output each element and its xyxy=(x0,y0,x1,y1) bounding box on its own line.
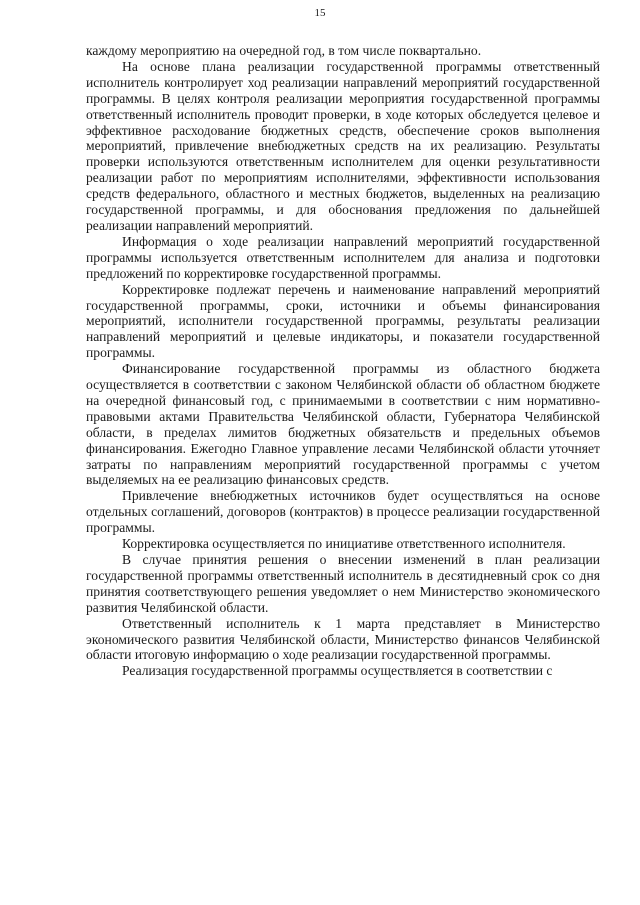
paragraph-adjustment-scope: Корректировке подлежат перечень и наименование направлений мероприятий государственной программы, сроки, источники и объемы финансирования мероприятий, исполнители государственной программы, результаты реализации направлений мероприятий и целевые индикаторы, и показатели государственной программы. xyxy=(86,281,600,361)
document-body xyxy=(86,43,600,679)
paragraph-change-notice: В случае принятия решения о внесении изменений в план реализации государственной программы ответственный исполнитель в десятидневный срок со дня принятия соответствующего решения уведомляет о нем Министерство экономического развития Челябинской области. xyxy=(86,552,600,615)
paragraph-continuation: каждому мероприятию на очередной год, в том числе поквартально. xyxy=(86,43,482,58)
paragraph-annual-report: Ответственный исполнитель к 1 марта представляет в Министерство экономического развития Челябинской области, Министерство финансов Челябинской области итоговую информацию о ходе реализации государственной программы. xyxy=(86,615,600,663)
paragraph-extrabudgetary: Привлечение внебюджетных источников будет осуществляться на основе отдельных соглашений, договоров (контрактов) в процессе реализации государственной программы. xyxy=(86,488,600,536)
paragraph-monitoring: На основе плана реализации государственной программы ответственный исполнитель контролирует ход реализации направлений мероприятий государственной программы. В целях контроля реализации мероприятия государственной программы ответственный исполнитель проводит проверки, в ходе которых обследуется целевое и эффективное расходование бюджетных средств, обеспечение сроков выполнения мероприятий, привлечение внебюджетных средств на их реализацию. Результаты проверки используются ответственным исполнителем для оценки результативности реализации работ по мероприятиям исполнителями, эффективности использования средств федерального, областного и местных бюджетов, выделенных на реализацию государственной программы, и для обоснования предложения по дальнейшей реализации направлений мероприятий. xyxy=(86,58,600,233)
paragraph-information: Информация о ходе реализации направлений мероприятий государственной программы используется ответственным исполнителем для анализа и подготовки предложений по корректировке государственной программы. xyxy=(86,233,600,281)
page-number: 15 xyxy=(314,7,326,19)
paragraph-financing: Финансирование государственной программы из областного бюджета осуществляется в соответствии с законом Челябинской области об областном бюджете на очередной финансовый год, с принимаемыми в соответствии с ним нормативно-правовыми актами Правительства Челябинской области, Губернатора Челябинской области, в пределах лимитов бюджетных обязательств и предельных объемов финансирования. Ежегодно Главное управление лесами Челябинской области уточняет затраты по направлениям мероприятий государственной программы с учетом выделяемых на ее реализацию финансовых средств. xyxy=(86,361,600,488)
paragraph-adjustment-initiative: Корректировка осуществляется по инициативе ответственного исполнителя. xyxy=(122,536,566,552)
paragraph-implementation: Реализация государственной программы осуществляется в соответствии с xyxy=(122,663,553,679)
